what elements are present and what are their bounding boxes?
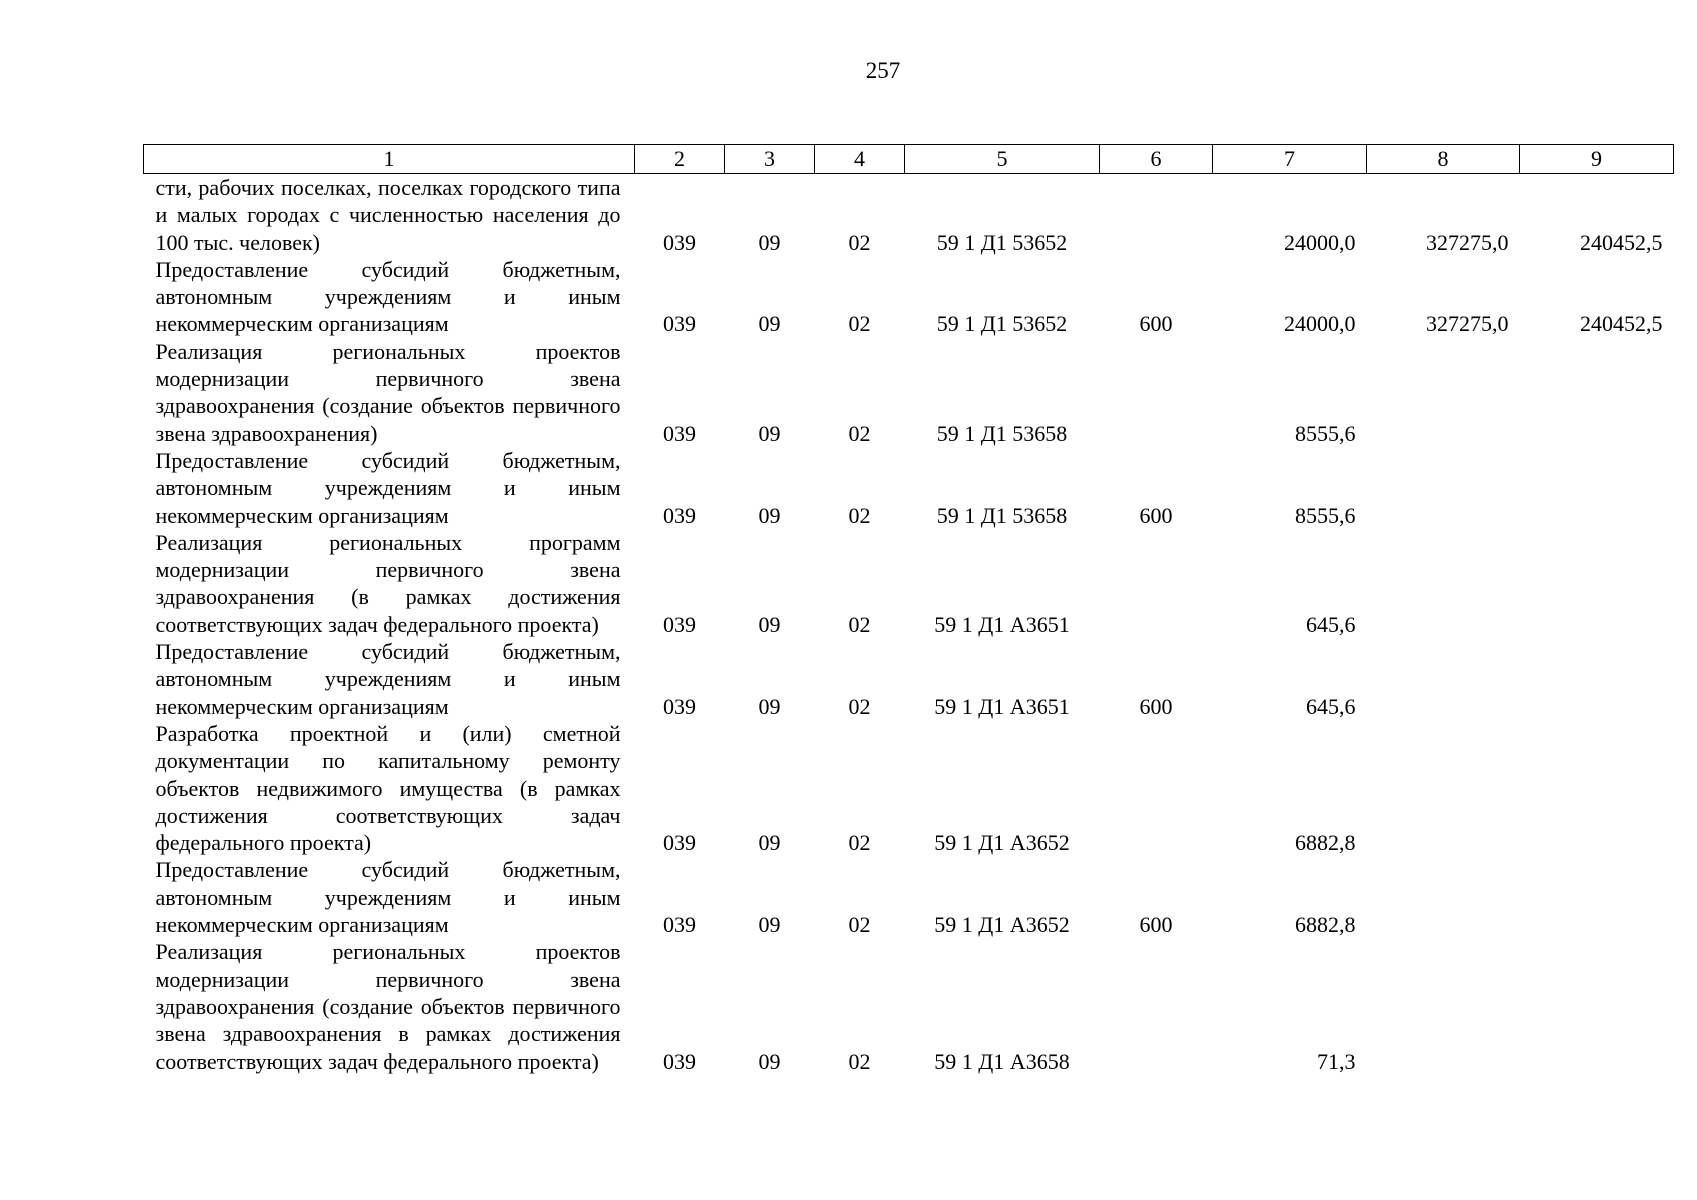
cell-amount-year3 xyxy=(1520,338,1674,447)
cell-amount-year3 xyxy=(1520,529,1674,638)
cell-target-article: 59 1 Д1 А3652 xyxy=(934,912,1070,938)
cell-amount-year2 xyxy=(1367,638,1520,720)
cell-amount-year3 xyxy=(1520,938,1674,1074)
table-row xyxy=(144,338,1674,447)
cell-section-code: 09 xyxy=(758,611,781,637)
column-header: 5 xyxy=(905,145,1100,174)
cell-expense-type: 600 xyxy=(1139,912,1173,938)
cell-section-code: 09 xyxy=(758,693,781,719)
cell-amount-year2: 327275,0 xyxy=(1426,229,1509,255)
cell-target-article: 59 1 Д1 А3651 xyxy=(934,693,1070,719)
column-header: 6 xyxy=(1100,145,1213,174)
header-row xyxy=(144,145,1674,174)
cell-expense-type: 600 xyxy=(1139,693,1173,719)
cell-amount-year1: 24000,0 xyxy=(1284,229,1356,255)
cell-amount-year3 xyxy=(1520,856,1674,938)
cell-target-article: 59 1 Д1 53652 xyxy=(936,311,1068,337)
cell-subsection-code: 02 xyxy=(848,693,871,719)
row-description: Предоставление субсидий бюджетным, автономным учреждениям и иным некоммерческим организациям xyxy=(155,256,621,337)
cell-ministry-code: 039 xyxy=(663,912,696,938)
cell-amount-year2 xyxy=(1367,447,1520,529)
cell-amount-year1: 71,3 xyxy=(1317,1048,1356,1074)
cell-target-article: 59 1 Д1 53658 xyxy=(936,420,1068,446)
cell-amount-year1: 8555,6 xyxy=(1295,420,1356,446)
cell-ministry-code: 039 xyxy=(663,1048,696,1074)
table-row xyxy=(144,938,1674,1074)
cell-amount-year2 xyxy=(1367,720,1520,856)
cell-amount-year2 xyxy=(1367,529,1520,638)
cell-subsection-code: 02 xyxy=(848,502,871,528)
cell-ministry-code: 039 xyxy=(663,420,696,446)
cell-expense-type xyxy=(1100,720,1213,856)
cell-subsection-code: 02 xyxy=(848,229,871,255)
cell-expense-type xyxy=(1100,338,1213,447)
cell-target-article: 59 1 Д1 А3651 xyxy=(934,611,1070,637)
row-description: Разработка проектной и (или) сметной документации по капитальному ремонту объектов недвижимого имущества (в рамках достижения соответствующих задач федерального проекта) xyxy=(155,720,621,856)
row-description: Предоставление субсидий бюджетным, автономным учреждениям и иным некоммерческим организациям xyxy=(155,857,621,938)
cell-amount-year1: 24000,0 xyxy=(1284,311,1356,337)
cell-section-code: 09 xyxy=(758,311,781,337)
table-row xyxy=(144,256,1674,338)
cell-amount-year2 xyxy=(1367,938,1520,1074)
cell-amount-year3 xyxy=(1520,447,1674,529)
column-header: 2 xyxy=(635,145,725,174)
cell-expense-type: 600 xyxy=(1139,502,1173,528)
cell-amount-year2 xyxy=(1367,338,1520,447)
column-header: 7 xyxy=(1213,145,1367,174)
cell-amount-year3 xyxy=(1520,638,1674,720)
table-row xyxy=(144,174,1674,256)
cell-target-article: 59 1 Д1 53658 xyxy=(936,502,1068,528)
cell-section-code: 09 xyxy=(758,420,781,446)
cell-subsection-code: 02 xyxy=(848,1048,871,1074)
row-description: Реализация региональных проектов модернизации первичного звена здравоохранения (создание объектов первичного звена здравоохранения) xyxy=(155,338,621,446)
row-description: Реализация региональных проектов модернизации первичного звена здравоохранения (создание объектов первичного звена здравоохранения в рамках достижения соответствующих задач федерального проекта) xyxy=(155,939,621,1074)
cell-section-code: 09 xyxy=(758,502,781,528)
cell-ministry-code: 039 xyxy=(663,611,696,637)
cell-target-article: 59 1 Д1 А3658 xyxy=(934,1048,1070,1074)
cell-ministry-code: 039 xyxy=(663,502,696,528)
cell-expense-type xyxy=(1100,529,1213,638)
cell-subsection-code: 02 xyxy=(848,420,871,446)
cell-amount-year3 xyxy=(1520,720,1674,856)
cell-subsection-code: 02 xyxy=(848,830,871,856)
table-body xyxy=(144,174,1674,1075)
cell-amount-year2: 327275,0 xyxy=(1426,311,1509,337)
cell-section-code: 09 xyxy=(758,1048,781,1074)
cell-expense-type xyxy=(1100,938,1213,1074)
cell-section-code: 09 xyxy=(758,912,781,938)
page-number: 257 xyxy=(865,58,901,83)
cell-ministry-code: 039 xyxy=(663,830,696,856)
column-header: 9 xyxy=(1520,145,1674,174)
cell-amount-year1: 8555,6 xyxy=(1295,502,1356,528)
table-row xyxy=(144,638,1674,720)
cell-amount-year3: 240452,5 xyxy=(1580,229,1663,255)
cell-subsection-code: 02 xyxy=(848,912,871,938)
row-description: Предоставление субсидий бюджетным, автономным учреждениям и иным некоммерческим организациям xyxy=(155,639,621,719)
cell-amount-year1: 6882,8 xyxy=(1295,912,1356,938)
cell-expense-type: 600 xyxy=(1139,311,1173,337)
cell-ministry-code: 039 xyxy=(663,693,696,719)
cell-amount-year1: 645,6 xyxy=(1306,611,1356,637)
column-header: 3 xyxy=(725,145,815,174)
cell-target-article: 59 1 Д1 53652 xyxy=(936,229,1068,255)
column-header: 4 xyxy=(815,145,905,174)
table-row xyxy=(144,720,1674,856)
cell-ministry-code: 039 xyxy=(663,311,696,337)
row-description: Предоставление субсидий бюджетным, автономным учреждениям и иным некоммерческим организациям xyxy=(155,447,621,528)
cell-target-article: 59 1 Д1 А3652 xyxy=(934,830,1070,856)
cell-subsection-code: 02 xyxy=(848,611,871,637)
cell-section-code: 09 xyxy=(758,830,781,856)
cell-amount-year3: 240452,5 xyxy=(1580,311,1663,337)
budget-table xyxy=(143,144,1674,1075)
table-row xyxy=(144,447,1674,529)
row-description: сти, рабочих поселках, поселках городского типа и малых городах с численностью населения до 100 тыс. человек) xyxy=(155,175,621,255)
cell-amount-year1: 6882,8 xyxy=(1295,830,1356,856)
column-header: 1 xyxy=(144,145,635,174)
cell-ministry-code: 039 xyxy=(663,229,696,255)
cell-subsection-code: 02 xyxy=(848,311,871,337)
cell-expense-type xyxy=(1100,174,1213,256)
cell-amount-year2 xyxy=(1367,856,1520,938)
table-row xyxy=(144,529,1674,638)
row-description: Реализация региональных программ модернизации первичного звена здравоохранения (в рамках достижения соответствующих задач федерального проекта) xyxy=(155,529,621,637)
column-header: 8 xyxy=(1367,145,1520,174)
cell-section-code: 09 xyxy=(758,229,781,255)
cell-amount-year1: 645,6 xyxy=(1306,693,1356,719)
table-row xyxy=(144,856,1674,938)
